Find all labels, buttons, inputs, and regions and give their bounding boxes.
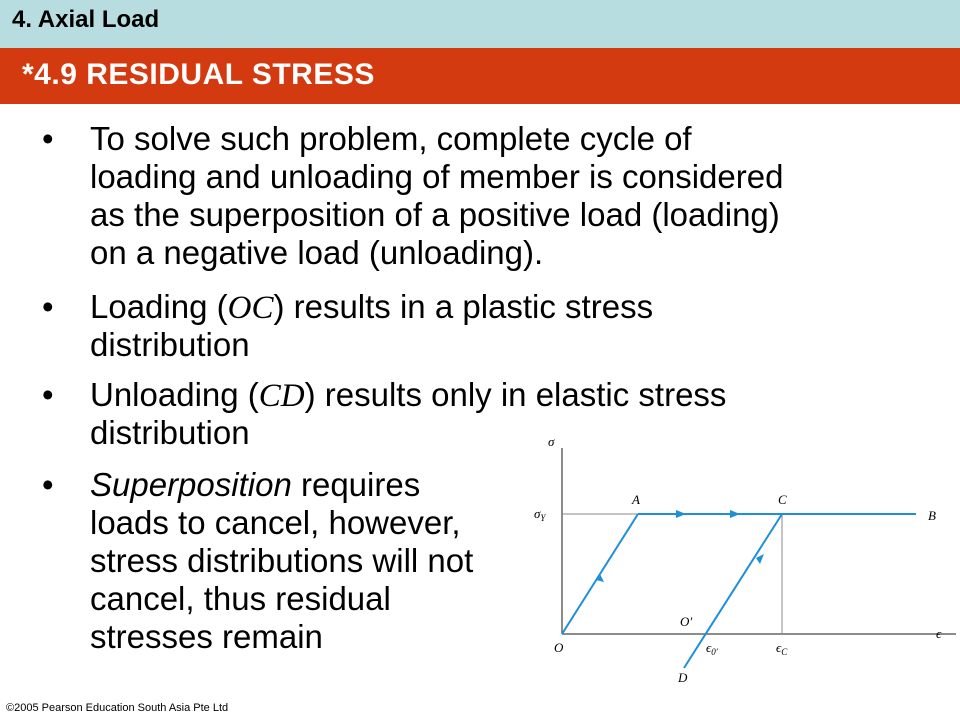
arrow-ab-1 (676, 510, 686, 518)
label-sigma-y: $\sigma_Y$ (534, 506, 546, 523)
arrow-ab-2 (730, 510, 740, 518)
bullet-2-line-2: distribution (90, 326, 250, 363)
bullet-3-line-1: Unloading (CD) results only in elastic stress (90, 376, 727, 414)
bullet-1-line-4: on a negative load (unloading). (90, 234, 544, 271)
header-bar (0, 0, 960, 48)
label-a: A (632, 492, 640, 507)
label-epsilon: ϵ (936, 626, 942, 641)
bullet-4-line-4: cancel, thus residual (90, 580, 391, 617)
emphasis-superposition: Superposition (90, 466, 292, 503)
label-c: C (778, 492, 787, 507)
bullet-1-line-1: To solve such problem, complete cycle of (90, 120, 692, 157)
arrow-cd (756, 554, 764, 564)
label-d: D (678, 670, 688, 685)
bullet-4-line-2: loads to cancel, however, (90, 504, 461, 541)
label-o-prime: O′ (680, 614, 693, 629)
bullet-1-line-2: loading and unloading of member is considered (90, 158, 784, 195)
label-eps-c: $\epsilon_C$ (776, 640, 788, 657)
label-o: O (554, 640, 564, 655)
bullet-1-line-3: as the superposition of a positive load (loading) (90, 196, 780, 233)
stress-strain-diagram (520, 430, 960, 690)
label-b: B (928, 508, 936, 523)
symbol-cd: CD (258, 378, 305, 414)
bullet-4-line-5: stresses remain (90, 618, 323, 655)
copyright-footer: ©2005 Pearson Education South Asia Pte Ltd (6, 702, 229, 714)
label-eps0: $\epsilon_{0'}$ (706, 640, 718, 657)
bullet-icon: • (42, 466, 54, 503)
title-bar (0, 48, 960, 104)
slide-title: *4.9 RESIDUAL STRESS (22, 58, 375, 91)
label-sigma: σ (548, 434, 555, 449)
bullet-icon: • (42, 376, 54, 413)
bullet-4-line-3: stress distributions will not (90, 542, 474, 579)
bullet-icon: • (42, 120, 54, 157)
bullet-4-line-1: Superposition requires (90, 466, 421, 503)
chapter-title: 4. Axial Load (12, 6, 160, 33)
symbol-oc: OC (227, 290, 274, 326)
bullet-icon: • (42, 288, 54, 325)
bullet-2-line-1: Loading (OC) results in a plastic stress (90, 288, 654, 326)
bullet-3-line-2: distribution (90, 414, 250, 451)
unloading-line-cd (684, 514, 782, 668)
